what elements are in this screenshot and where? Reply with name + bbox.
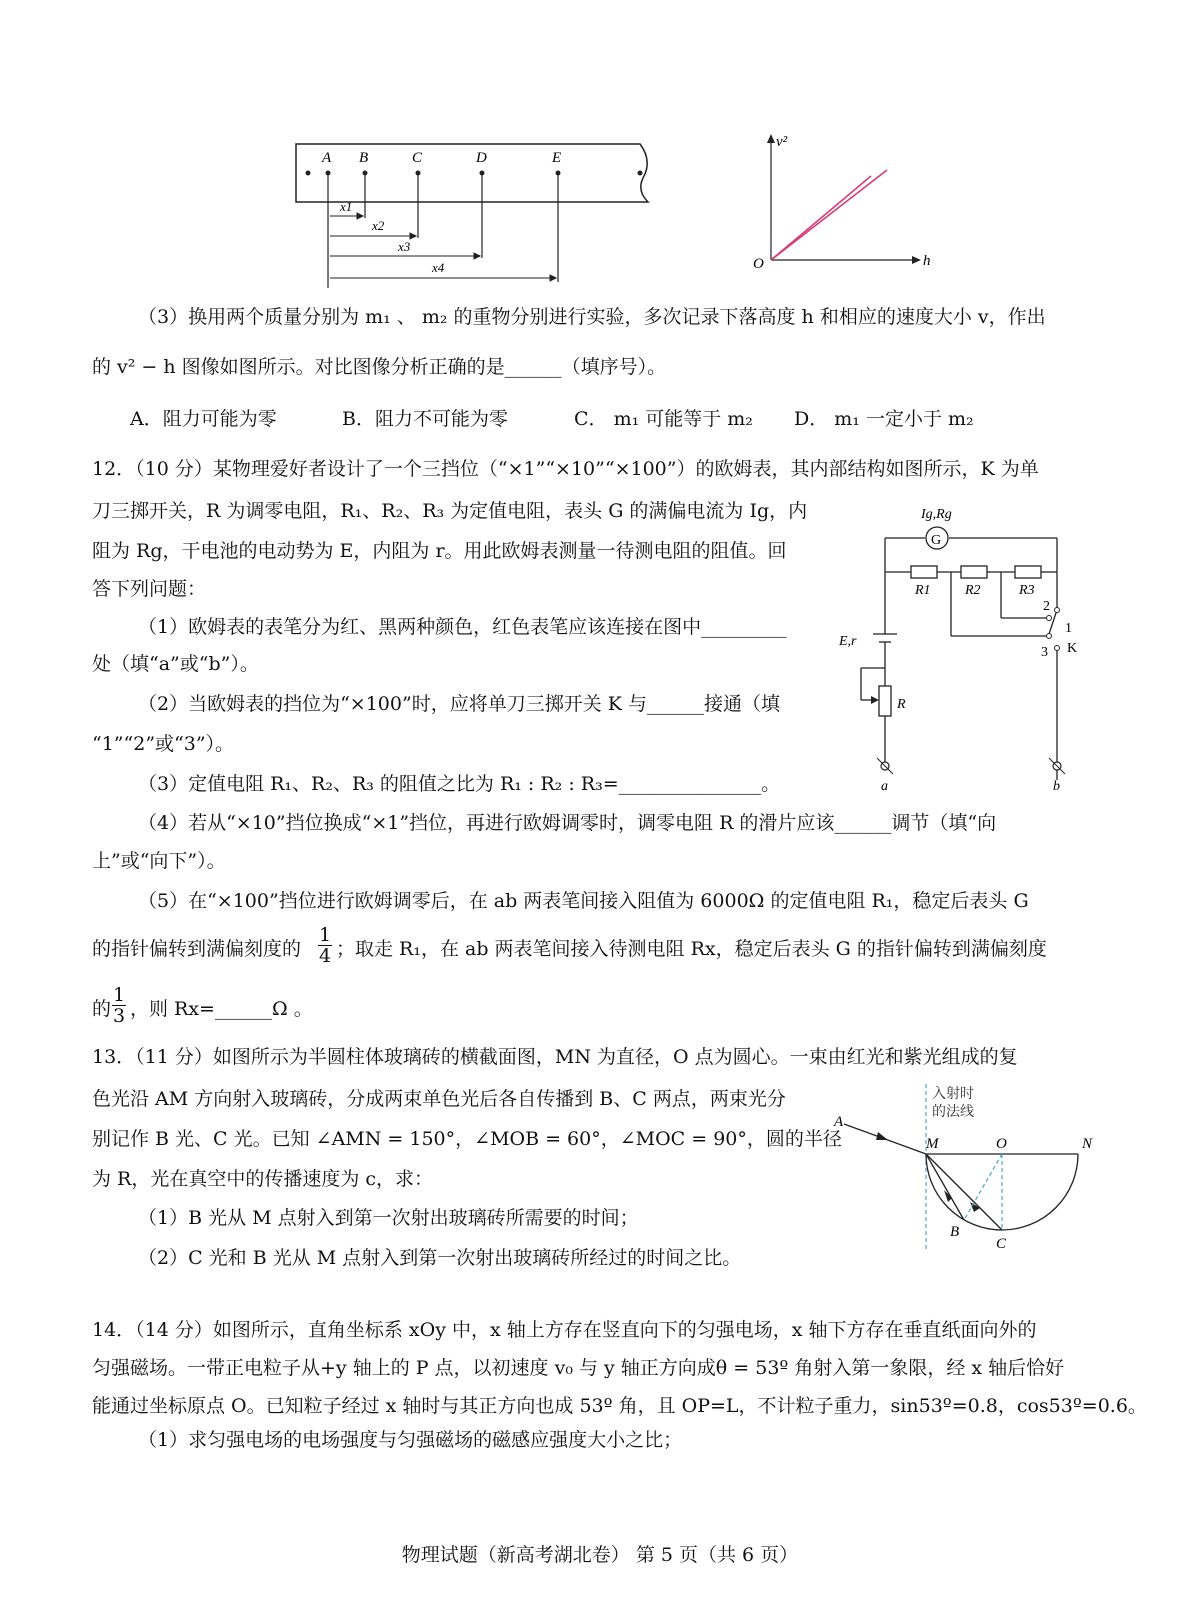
q12-sub5c-pre: 的 (92, 998, 112, 1020)
q14-line4: （1）求匀强电场的电场强度与匀强磁场的磁感应强度大小之比； (138, 1429, 683, 1451)
graph-x-label: h (923, 253, 931, 269)
tape-label-b: B (359, 150, 369, 166)
pt-b: B (950, 1224, 960, 1240)
label-r1: R1 (915, 583, 931, 598)
meter-label: Ig,Rg (921, 507, 952, 522)
q12-sub5b-post: ；取走 R₁，在 ab 两表笔间接入待测电阻 Rx，稳定后表头 G 的指针偏转到满偏刻度 (336, 938, 1047, 960)
dim-x4: x4 (432, 260, 445, 275)
fraction-1-3 (112, 985, 126, 1026)
q12-line1: 12．（10 分）某物理爱好者设计了一个三挡位（“×1”“×10”“×100”）的欧姆表，其内部结构如图所示，K 为单 (92, 458, 1039, 480)
q12-sub5c-post: ，则 Rx=______Ω 。 (130, 998, 313, 1020)
tape-label-a: A (322, 150, 332, 166)
q12-sub5c (92, 985, 1102, 1035)
q12-sub4a: （4）若从“×10”挡位换成“×1”挡位，再进行欧姆调零时，调零电阻 R 的滑片应该______调节（填“向 (138, 812, 997, 834)
q13-line2: 色光沿 AM 方向射入玻璃砖，分成两束单色光后各自传播到 B、C 两点，两束光分 (92, 1088, 786, 1110)
q12-sub1b: 处（填“a”或“b”）。 (92, 653, 259, 675)
switch-k: K (1067, 641, 1078, 656)
contact-2: 2 (1043, 599, 1050, 614)
terminal-a: a (881, 779, 888, 794)
q13-line4: 为 R，光在真空中的传播速度为 c，求： (92, 1168, 434, 1190)
frac2-den: 3 (112, 1005, 126, 1027)
label-r2: R2 (965, 583, 981, 598)
pt-n: N (1082, 1136, 1093, 1152)
q14-line2: 匀强磁场。一带正电粒子从+y 轴上的 P 点，以初速度 v₀ 与 y 轴正方向成θ = 53º 角射入第一象限，经 x 轴后恰好 (92, 1357, 1065, 1379)
q14-line1: 14．（14 分）如图所示，直角坐标系 xOy 中，x 轴上方存在竖直向下的匀强电场，x 轴下方存在垂直纸面向外的 (92, 1319, 1037, 1341)
q12-line2: 刀三掷开关，R 为调零电阻，R₁、R₂、R₃ 为定值电阻，表头 G 的满偏电流为 Ig，内 (92, 500, 808, 522)
frac2-num: 1 (112, 984, 126, 1006)
q13-line1: 13．（11 分）如图所示为半圆柱体玻璃砖的横截面图，MN 为直径，O 点为圆心。一束由红光和紫光组成的复 (92, 1046, 1018, 1068)
meter-g: G (931, 533, 942, 548)
graph-origin: O (753, 256, 764, 272)
q14-line3: 能通过坐标原点 O。已知粒子经过 x 轴时与其正方向也成 53º 角，且 OP=L，不计粒子重力，sin53º=0.8，cos53º=0.6。 (92, 1395, 1147, 1417)
line-m2 (771, 170, 887, 260)
pt-c: C (996, 1236, 1007, 1252)
q13-line5: （1）B 光从 M 点射入到第一次射出玻璃砖所需要的时间； (138, 1207, 639, 1229)
label-r3: R3 (1019, 583, 1035, 598)
q12-line4: 答下列问题： (92, 578, 207, 600)
contact-1: 1 (1065, 621, 1072, 636)
pt-a: A (834, 1114, 844, 1130)
normal-label-2: 的法线 (932, 1105, 974, 1120)
option-c: C． m₁ 可能等于 m₂ (574, 408, 753, 430)
pt-m: M (926, 1136, 939, 1152)
q12-sub5b (92, 925, 1102, 975)
q13-line6: （2）C 光和 B 光从 M 点射入到第一次射出玻璃砖所经过的时间之比。 (138, 1247, 742, 1269)
option-d: D． m₁ 一定小于 m₂ (794, 408, 974, 430)
q12-sub2a: （2）当欧姆表的挡位为“×100”时，应将单刀三掷开关 K 与______接通（填 (138, 693, 780, 715)
page-footer: 物理试题（新高考湖北卷） 第 5 页（共 6 页） (401, 1544, 799, 1566)
q12-sub3: （3）定值电阻 R₁、R₂、R₃ 的阻值之比为 R₁ : R₂ : R₃=_______________。 (138, 773, 781, 795)
frac1-den: 4 (318, 945, 332, 967)
q12-sub5b-pre: 的指针偏转到满偏刻度的 (92, 938, 302, 960)
q12-sub4b: 上”或“向下”）。 (92, 850, 226, 872)
q12-sub5a: （5）在“×100”挡位进行欧姆调零后，在 ab 两表笔间接入阻值为 6000Ω 的定值电阻 R₁，稳定后表头 G (138, 890, 1029, 912)
q12-sub1a: （1）欧姆表的表笔分为红、黑两种颜色，红色表笔应该连接在图中_________ (138, 616, 787, 638)
q12-line3: 阻为 Rg，干电池的电动势为 E，内阻为 r。用此欧姆表测量一待测电阻的阻值。回 (92, 540, 787, 562)
q11-3-line2: 的 v² − h 图像如图所示。对比图像分析正确的是______（填序号）。 (92, 356, 667, 378)
dim-x2: x2 (372, 218, 385, 233)
pt-o: O (996, 1136, 1007, 1152)
q12-sub2b: “1”“2”或“3”）。 (92, 733, 235, 755)
dim-x3: x3 (398, 239, 411, 254)
tape-label-c: C (412, 150, 423, 166)
q11-3-line1: （3）换用两个质量分别为 m₁ 、 m₂ 的重物分别进行实验，多次记录下落高度 h 和相应的速度大小 v，作出 (138, 306, 1046, 328)
q13-line3: 别记作 B 光、C 光。已知 ∠AMN = 150°，∠MOB = 60°，∠MOC = 90°，圆的半径 (92, 1128, 842, 1150)
tape-label-d: D (476, 150, 487, 166)
label-battery: E,r (839, 634, 857, 649)
dim-x1: x1 (340, 199, 353, 214)
ohmmeter-circuit (835, 500, 1095, 800)
terminal-b: b (1053, 779, 1060, 794)
v2-h-graph (745, 128, 945, 273)
contact-3: 3 (1041, 645, 1048, 660)
glass-figure (830, 1080, 1110, 1260)
normal-label-1: 入射时 (932, 1087, 974, 1102)
tape-figure (290, 140, 670, 290)
option-a: A．阻力可能为零 (130, 408, 277, 430)
graph-y-label: v² (776, 134, 788, 150)
tape-label-e: E (552, 150, 562, 166)
option-b: B．阻力不可能为零 (342, 408, 508, 430)
frac1-num: 1 (318, 924, 332, 946)
fraction-1-4 (318, 925, 332, 966)
label-rheostat: R (897, 697, 906, 712)
